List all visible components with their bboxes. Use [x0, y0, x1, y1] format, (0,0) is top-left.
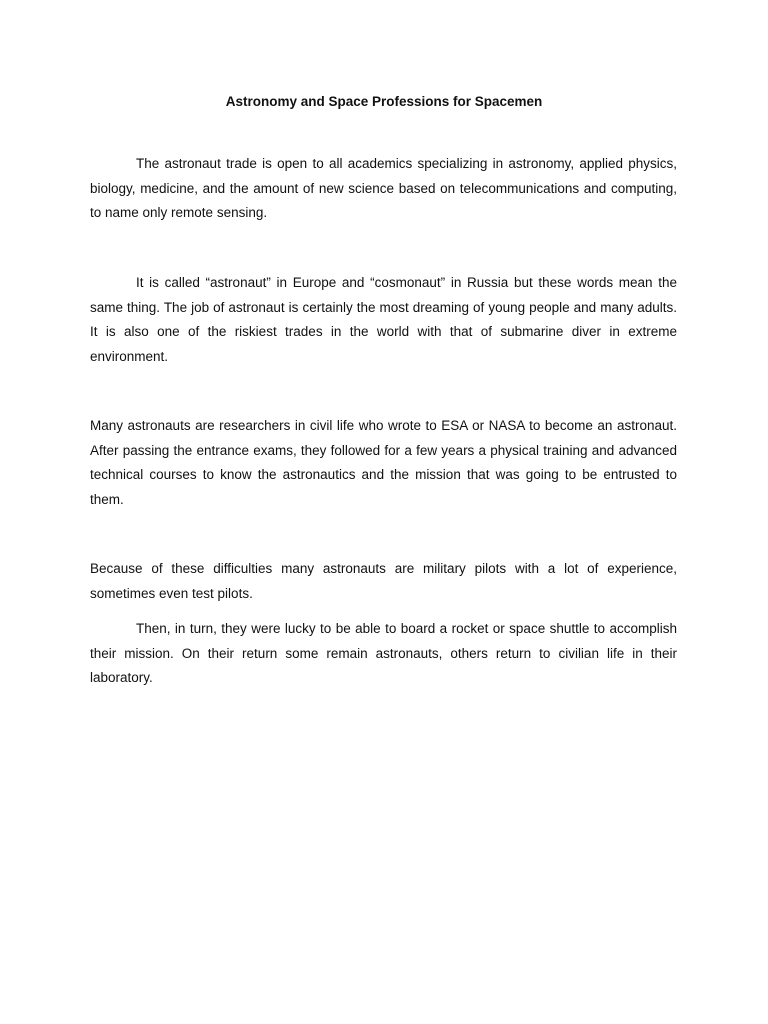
paragraph-1: The astronaut trade is open to all academics specializing in astronomy, applied physics, biology, medicine, and the amount of new science based on telecommunications and computing, to name only remote sensing. [90, 156, 677, 220]
paragraph-3: Many astronauts are researchers in civil life who wrote to ESA or NASA to become an astronaut. After passing the entrance exams, they followed for a few years a physical training and advanced technical courses to know the astronautics and the mission that was going to be entrusted to them. [90, 418, 677, 507]
paragraph-4: Because of these difficulties many astronauts are military pilots with a lot of experience, sometimes even test pilots. [90, 561, 677, 601]
paragraph-5: Then, in turn, they were lucky to be able to board a rocket or space shuttle to accomplish their mission. On their return some remain astronauts, others return to civilian life in their laboratory. [90, 621, 677, 685]
paragraph-2: It is called “astronaut” in Europe and “cosmonaut” in Russia but these words mean the same thing. The job of astronaut is certainly the most dreaming of young people and many adults. It is also one of the riskiest trades in the world with that of submarine diver in extreme environment. [90, 275, 677, 364]
document-title: Astronomy and Space Professions for Spacemen [225, 94, 543, 109]
